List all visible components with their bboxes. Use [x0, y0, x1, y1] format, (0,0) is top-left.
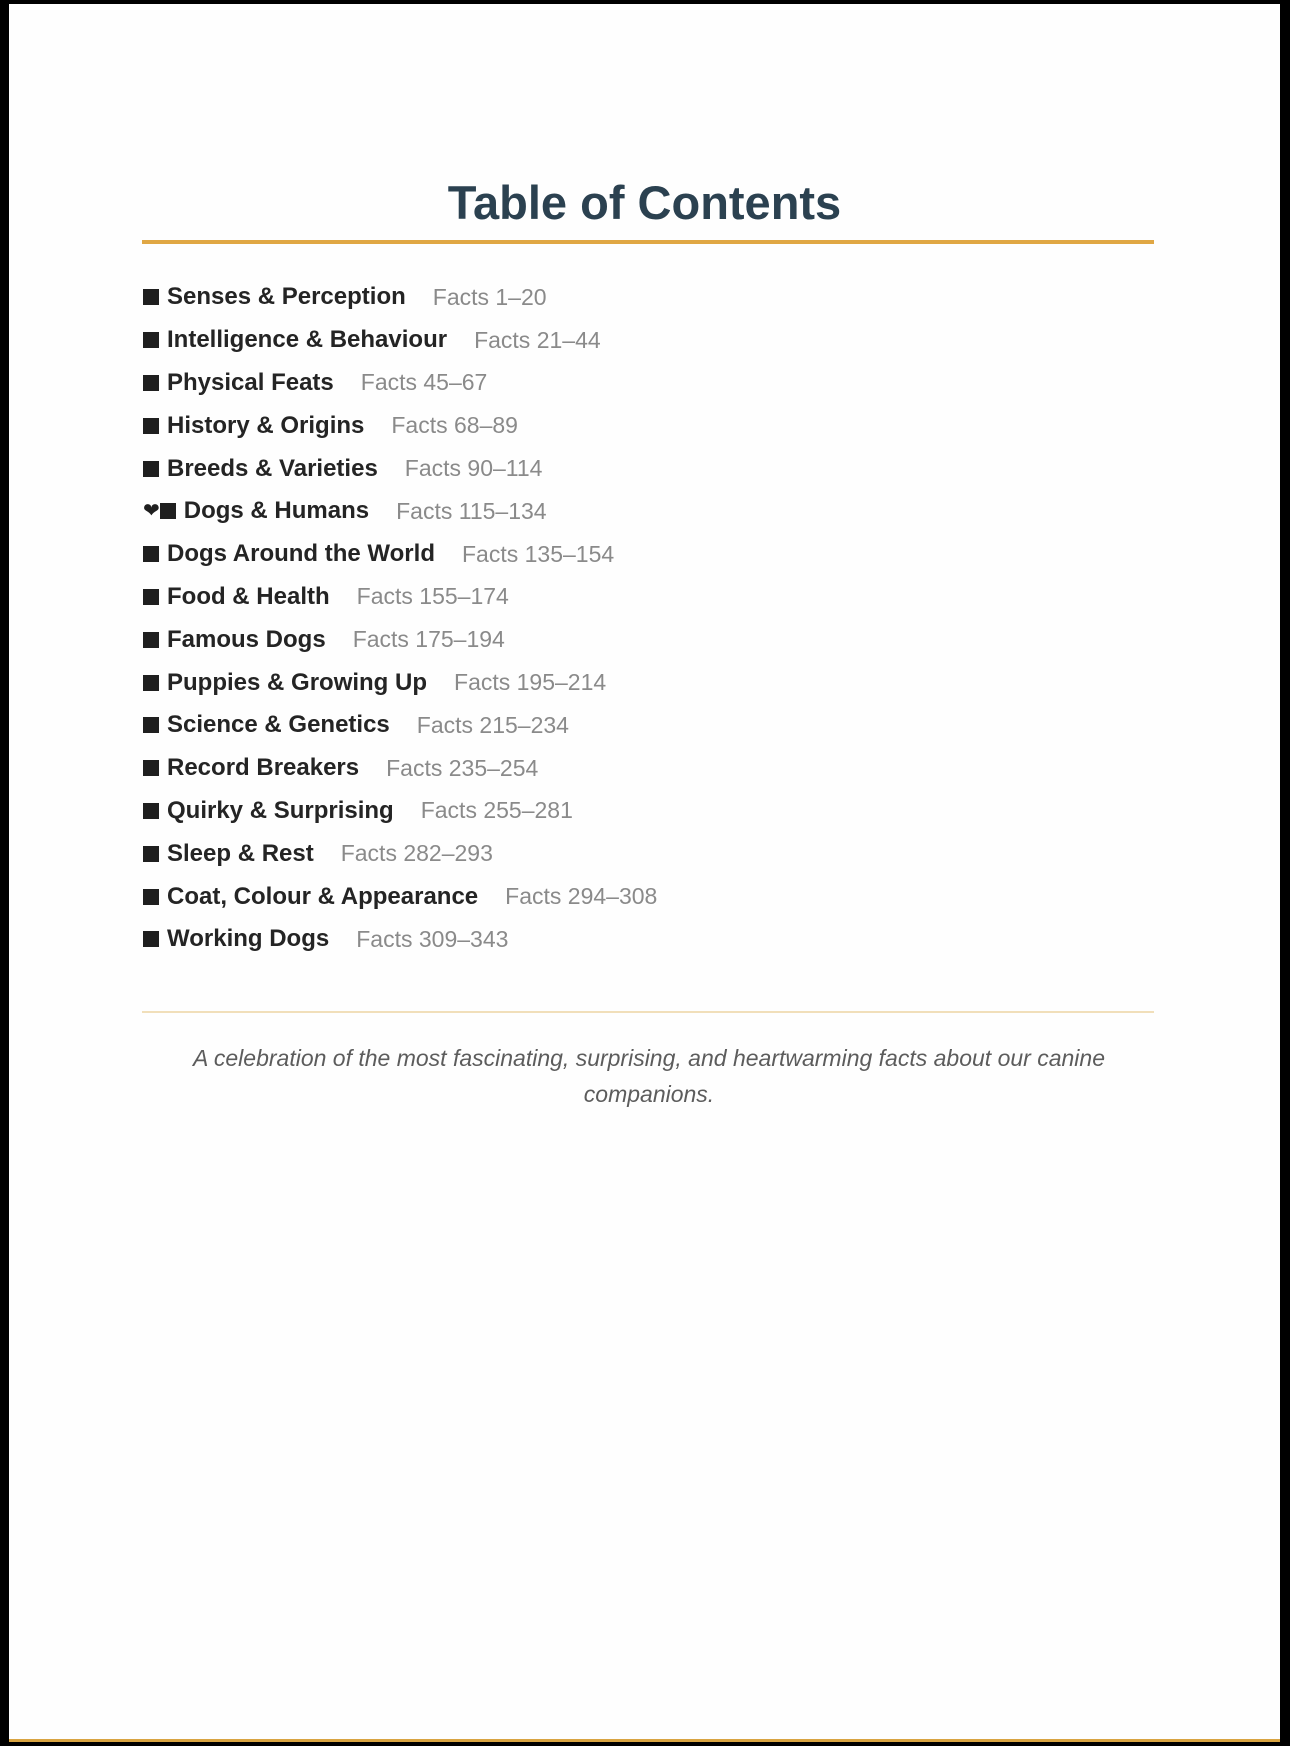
toc-item-history-origins[interactable]: [143, 404, 657, 447]
toc-item-label: Working Dogs: [167, 925, 330, 953]
toc-item-senses-perception[interactable]: [143, 276, 657, 319]
toc-item-food-health[interactable]: [143, 576, 657, 619]
toc-item-range: Facts 115–134: [396, 497, 547, 524]
toc-item-physical-feats[interactable]: [143, 362, 657, 405]
black-square-icon: [143, 675, 159, 691]
toc-item-record-breakers[interactable]: [143, 747, 657, 790]
toc-item-breeds-varieties[interactable]: [143, 447, 657, 490]
toc-item-range: Facts 175–194: [352, 626, 505, 653]
toc-item-label: Quirky & Surprising: [167, 796, 394, 824]
black-square-icon: [143, 846, 159, 862]
toc-item-range: Facts 90–114: [404, 455, 543, 482]
toc-item-label: Dogs & Humans: [183, 497, 370, 525]
toc-item-range: Facts 155–174: [356, 583, 509, 610]
toc-item-label: Record Breakers: [167, 754, 360, 782]
black-square-icon: [143, 632, 159, 648]
toc-item-label: Puppies & Growing Up: [167, 668, 428, 696]
toc-item-range: Facts 309–343: [356, 925, 509, 952]
toc-item-range: Facts 215–234: [416, 711, 569, 738]
title-divider: [142, 240, 1154, 244]
toc-item-science-genetics[interactable]: [143, 704, 657, 747]
page-bottom-border: [9, 1739, 1280, 1742]
black-square-icon: [143, 546, 159, 562]
black-square-icon: [160, 503, 176, 519]
black-square-icon: [143, 803, 159, 819]
toc-item-range: Facts 21–44: [474, 326, 601, 353]
toc-item-label: Physical Feats: [167, 368, 334, 396]
page-title: Table of Contents: [447, 176, 842, 229]
black-square-icon: [143, 375, 159, 391]
black-square-icon: [143, 717, 159, 733]
toc-item-label: Food & Health: [167, 582, 330, 610]
toc-item-range: Facts 195–214: [454, 669, 607, 696]
heart-icon: ❤: [143, 500, 160, 523]
table-of-contents: [143, 276, 657, 961]
toc-item-label: History & Origins: [167, 411, 365, 439]
toc-item-famous-dogs[interactable]: [143, 618, 657, 661]
toc-item-puppies-growing-up[interactable]: [143, 661, 657, 704]
black-square-icon: [143, 289, 159, 305]
toc-item-label: Science & Genetics: [167, 711, 390, 739]
toc-item-label: Senses & Perception: [167, 283, 406, 311]
toc-item-intelligence-behaviour[interactable]: [143, 319, 657, 362]
document-page: [9, 4, 1280, 1739]
toc-item-coat-colour-appearance[interactable]: [143, 875, 657, 918]
toc-item-range: Facts 294–308: [505, 883, 658, 910]
black-square-icon: [143, 889, 159, 905]
toc-item-dogs-around-the-world[interactable]: [143, 533, 657, 576]
black-square-icon: [143, 461, 159, 477]
toc-item-quirky-surprising[interactable]: [143, 790, 657, 833]
black-square-icon: [143, 931, 159, 947]
black-square-icon: [143, 589, 159, 605]
toc-item-range: Facts 45–67: [360, 369, 488, 396]
footer-divider: [142, 1011, 1154, 1013]
black-square-icon: [143, 332, 159, 348]
toc-item-sleep-rest[interactable]: [143, 832, 657, 875]
toc-item-dogs-humans[interactable]: [143, 490, 657, 533]
toc-item-range: Facts 135–154: [461, 540, 615, 567]
toc-item-range: Facts 255–281: [420, 797, 573, 824]
toc-item-label: Intelligence & Behaviour: [167, 326, 448, 354]
toc-item-range: Facts 1–20: [432, 283, 547, 310]
toc-item-label: Sleep & Rest: [167, 839, 314, 867]
black-square-icon: [143, 418, 159, 434]
toc-item-label: Coat, Colour & Appearance: [167, 882, 479, 910]
toc-item-range: Facts 282–293: [340, 840, 493, 867]
toc-item-range: Facts 235–254: [386, 754, 539, 781]
black-square-icon: [143, 760, 159, 776]
toc-item-label: Dogs Around the World: [167, 540, 435, 568]
toc-item-label: Famous Dogs: [167, 625, 326, 653]
toc-item-label: Breeds & Varieties: [167, 454, 378, 482]
tagline: A celebration of the most fascinating, surprising, and heartwarming facts about our canine companions.: [193, 1045, 1105, 1107]
toc-item-working-dogs[interactable]: [143, 918, 657, 961]
toc-item-range: Facts 68–89: [391, 412, 518, 439]
